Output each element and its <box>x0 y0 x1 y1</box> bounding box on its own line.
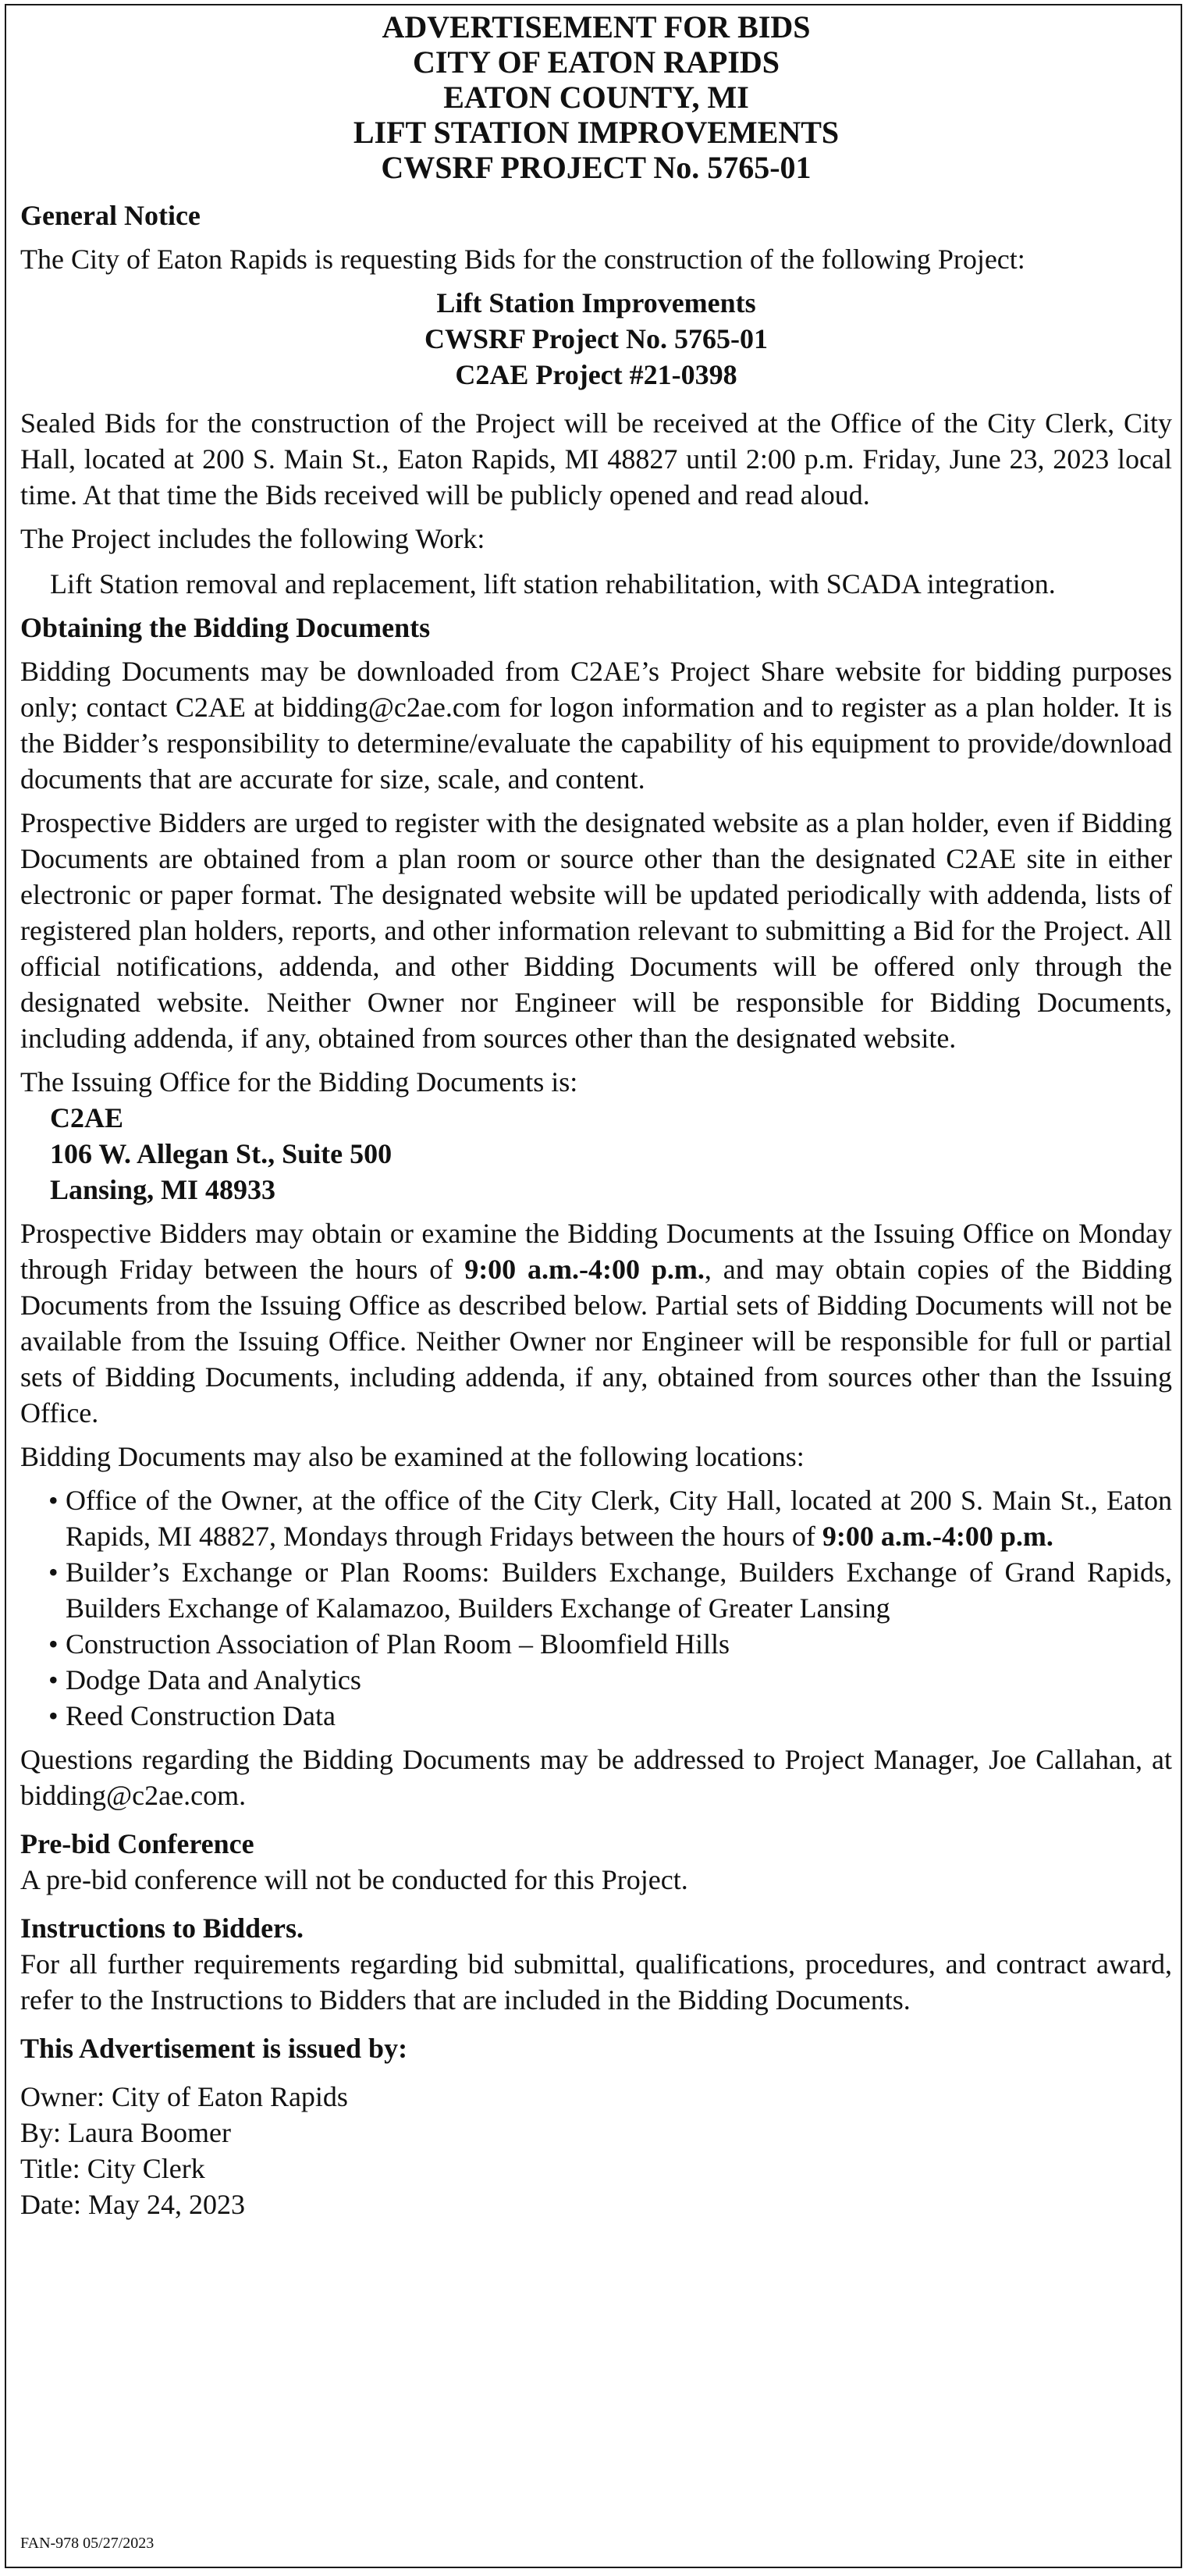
work-description: Lift Station removal and replacement, lift station rehabilitation, with SCADA integration. <box>50 568 1056 600</box>
bullet-icon: • <box>48 1628 59 1660</box>
header-line-3: EATON COUNTY, MI <box>443 80 749 115</box>
general-intro: The City of Eaton Rapids is requesting Bids for the construction of the following Project: <box>20 244 1025 275</box>
location-builders-exchange: Builder’s Exchange or Plan Rooms: Builders Exchange, Builders Exchange of Grand Rapids, Builders Exchange of Kalamazoo, Builders Exchange of Greater Lansing <box>66 1557 1172 1624</box>
issuing-office-intro: The Issuing Office for the Bidding Documents is: <box>20 1066 578 1098</box>
list-item <box>20 1662 1172 1698</box>
work-intro: The Project includes the following Work: <box>20 523 485 554</box>
header-line-5: CWSRF PROJECT No. 5765-01 <box>381 150 812 185</box>
publication-code: FAN-978 05/27/2023 <box>20 2535 155 2552</box>
bullet-icon: • <box>48 1700 59 1731</box>
sealed-bids-paragraph: Sealed Bids for the construction of the Project will be received at the Office of the City Clerk, City Hall, located at 200 S. Main St., Eaton Rapids, MI 48827 until 2:00 p.m. Friday, June 23, 2023 local time. At that time the Bids received will be publicly opened and read aloud. <box>20 407 1172 511</box>
header-line-2: CITY OF EATON RAPIDS <box>412 44 780 80</box>
project-title: Lift Station Improvements <box>436 287 756 318</box>
locations-list <box>20 1482 1172 1734</box>
questions-paragraph: Questions regarding the Bidding Documents may be addressed to Project Manager, Joe Callahan, at bidding@c2ae.com. <box>20 1744 1172 1811</box>
office-name: C2AE <box>50 1102 124 1133</box>
list-item <box>20 1626 1172 1662</box>
list-item <box>20 1482 1172 1554</box>
issue-date: Date: May 24, 2023 <box>20 2189 245 2220</box>
header-line-1: ADVERTISEMENT FOR BIDS <box>382 9 811 44</box>
issuer-name: By: Laura Boomer <box>20 2117 231 2148</box>
location-reed-construction: Reed Construction Data <box>66 1700 336 1731</box>
location-dodge-data: Dodge Data and Analytics <box>66 1664 361 1695</box>
header-line-4: LIFT STATION IMPROVEMENTS <box>353 115 840 150</box>
instructions-heading: Instructions to Bidders. <box>20 1912 304 1944</box>
office-city: Lansing, MI 48933 <box>50 1174 276 1205</box>
obtaining-heading: Obtaining the Bidding Documents <box>20 612 431 643</box>
list-item <box>20 1554 1172 1626</box>
issuer-block <box>20 2079 1172 2222</box>
office-street: 106 W. Allegan St., Suite 500 <box>50 1138 393 1169</box>
bullet-icon: • <box>48 1485 59 1516</box>
examine-text-start: Prospective Bidders may obtain or examine the Bidding Documents at the Issuing Office on Monday through Friday between the hours of <box>20 1218 1172 1285</box>
office-hours: 9:00 a.m.-4:00 p.m. <box>464 1254 705 1285</box>
download-paragraph: Bidding Documents may be downloaded from C2AE’s Project Share website for bidding purposes only; contact C2AE at bidding@c2ae.com for logon information and to register as a plan holder. It is the Bidder’s responsibility to determine/evaluate the capability of his equipment to provide/download documents that are accurate for size, scale, and content. <box>20 656 1172 795</box>
prebid-text: A pre-bid conference will not be conducted for this Project. <box>20 1864 688 1895</box>
location-owner-hours: 9:00 a.m.-4:00 p.m. <box>822 1521 1053 1552</box>
issued-by-heading: This Advertisement is issued by: <box>20 2033 408 2064</box>
location-construction-association: Construction Association of Plan Room – Bloomfield Hills <box>66 1628 730 1660</box>
issuing-office-address <box>20 1100 1172 1208</box>
examine-paragraph <box>20 1215 1172 1431</box>
location-owner-text: Office of the Owner, at the office of the City Clerk, City Hall, located at 200 S. Main St., Eaton Rapids, MI 48827, Mondays through Fridays between the hours of <box>66 1485 1172 1552</box>
prebid-heading: Pre-bid Conference <box>20 1828 254 1859</box>
project-c2ae-number: C2AE Project #21-0398 <box>455 359 737 390</box>
bullet-icon: • <box>48 1664 59 1695</box>
advertisement-notice <box>20 9 1172 2222</box>
instructions-text: For all further requirements regarding bid submittal, qualifications, procedures, and contract award, refer to the Instructions to Bidders that are included in the Bidding Documents. <box>20 1948 1172 2016</box>
project-cwsrf-number: CWSRF Project No. 5765-01 <box>424 323 768 354</box>
issuer-owner: Owner: City of Eaton Rapids <box>20 2081 348 2112</box>
bullet-icon: • <box>48 1557 59 1588</box>
notice-header <box>20 9 1172 185</box>
list-item <box>20 1698 1172 1734</box>
register-paragraph: Prospective Bidders are urged to register with the designated website as a plan holder, even if Bidding Documents are obtained from a plan room or source other than the designated C2AE site in either electronic or paper format. The designated website will be updated periodically with addenda, lists of registered plan holders, reports, and other information relevant to submitting a Bid for the Project. All official notifications, addenda, and other Bidding Documents will be offered only through the designated website. Neither Owner nor Engineer will be responsible for Bidding Documents, including addenda, if any, obtained from sources other than the designated website. <box>20 807 1172 1054</box>
project-identification <box>20 285 1172 393</box>
examine-text-end: , and may obtain copies of the Bidding Documents from the Issuing Office as described below. Partial sets of Bidding Documents will not be available from the Issuing Office. Neither Owner nor Engineer will be responsible for full or partial sets of Bidding Documents, including addenda, if any, obtained from sources other than the Issuing Office. <box>20 1254 1172 1429</box>
general-notice-heading: General Notice <box>20 200 201 231</box>
issuer-title: Title: City Clerk <box>20 2153 205 2184</box>
locations-intro: Bidding Documents may also be examined at the following locations: <box>20 1441 805 1472</box>
